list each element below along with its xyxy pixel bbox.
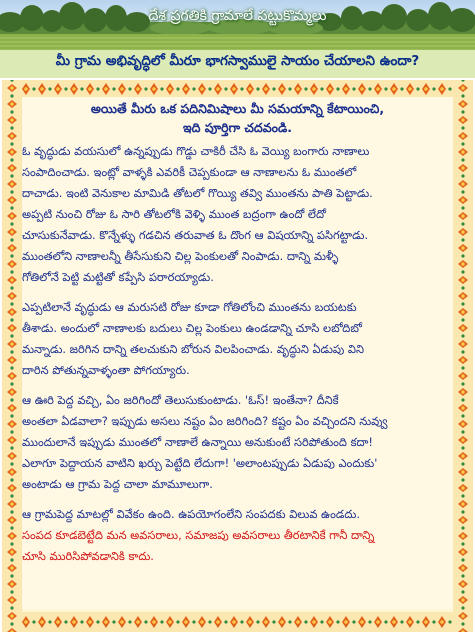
story-content xyxy=(22,97,453,609)
text-line: సంపాదించాడు. ఇంట్లో వాళ్ళకి ఎవరికీ చెప్పకుండా ఆ నాణాలను ఓ ముంతలో xyxy=(22,165,357,179)
text-line: అంతలా ఏడవాలా? ఇప్పుడు అసలు నష్టం ఏం జరిగింది? కష్టం ఏం వచ్చిందని నువ్వు xyxy=(22,414,388,428)
decorative-border-right xyxy=(453,80,473,632)
text-line: అంటాడు ఆ గ్రామ పెద్ద చాలా మామూలుగా. xyxy=(22,477,213,491)
text-line: ఆ ఊరి పెద్ద వచ్చి, ఏం జరిగిందో తెలుసుకుంటాడు. 'ఓస్! ఇంతేనా? దీనికే xyxy=(22,393,339,407)
text-line: ఆ గ్రామపెద్ద మాటల్లో వివేకం ఉంది. ఉపయోగంలేని సంపదకు విలువ ఉండదు. xyxy=(22,507,360,521)
text-line: మన్నాడు. జరిగిన దాన్ని తలచుకుని బోరున విలపించాడు. వృద్ధుని ఏడుపు విని xyxy=(22,342,365,356)
highlighted-line: చూసి మురిసిపోవడానికి కాదు. xyxy=(22,549,154,563)
story-paragraph-3 xyxy=(22,390,453,495)
text-line: చూసుకునేవాడు. కొన్నేళ్ళు గడచిన తరువాత ఓ దొంగ ఆ విషయాన్ని పసిగట్టాడు. xyxy=(22,228,369,242)
header-banner xyxy=(0,0,475,78)
text-line: ఎప్పటిలానే వృద్ధుడు ఆ మరుసటి రోజు కూడా గోతిలోంచి ముంతను బయటకు xyxy=(22,300,357,314)
text-line: ముంతలోని నాణాలన్నీ తీసేసుకుని చిల్ల పెంకులతో నింపాడు. దాన్ని మళ్ళీ xyxy=(22,249,339,263)
text-line: దాచాడు. ఇంటి వెనుకాల మామిడి తోటలో గొయ్యి తవ్వి ముంతను పాతి పెట్టాడు. xyxy=(22,186,373,200)
intro-line: అయితే మీరు ఒక పదినిమిషాలు మీ సమయాన్ని కేటాయించి, xyxy=(90,101,385,116)
banner-question: మీ గ్రామ అభివృద్ధిలో మీరూ భాగస్వాములై సాయం చేయాలని ఉందా? xyxy=(55,53,420,69)
decorative-border-top xyxy=(2,80,473,98)
banner-title: దేశ ప్రగతికి గ్రామాలే పట్టుకొమ్మలు xyxy=(148,8,327,24)
decorative-border-bottom xyxy=(2,612,473,632)
story-moral-paragraph xyxy=(22,504,453,567)
decorative-border-left xyxy=(2,80,22,632)
text-line: ఓ వృద్ధుడు వయసులో ఉన్నప్పుడు గొడ్డు చాకిరీ చేసి ఓ వెయ్యి బంగారు నాణాలు xyxy=(22,144,370,158)
text-line: దారిన పోతున్నవాళ్ళంతా పోగయ్యారు. xyxy=(22,363,190,377)
highlighted-line: సంపద కూడబెట్టేది మన అవసరాలు, సమాజపు అవసరాలు తీరటానికే గానీ దాన్ని xyxy=(22,528,375,542)
text-line: ఎలాగూ పెద్దాయన వాటిని ఖర్చు పెట్టేది లేదుగా! 'అలాంటప్పుడు ఏడుపు ఎందుకు' xyxy=(22,456,378,470)
text-line: అప్పటి నుంచి రోజు ఓ సారి తోటలోకి వెళ్ళి ముంత బద్రంగా ఉందో లేదో xyxy=(22,207,326,221)
story-paragraph-2 xyxy=(22,297,453,381)
text-line: గోతిలోనే పెట్టి మట్టితో కప్పేసి పరారయ్యాడు. xyxy=(22,270,214,284)
text-line: తీశాడు. అందులో నాణాలకు బదులు చిల్ల పెంకులు ఉండడాన్ని చూసి లబోదిబో xyxy=(22,321,362,335)
intro-line: ఇది పూర్తిగా చదవండి. xyxy=(183,120,292,135)
intro-heading xyxy=(22,99,453,137)
story-paragraph-1 xyxy=(22,141,453,288)
text-line: ముందులానే ఇప్పుడు ముంతలో నాణాలే ఉన్నాయి అనుకుంటే సరిపోతుంది కదా! xyxy=(22,435,373,449)
